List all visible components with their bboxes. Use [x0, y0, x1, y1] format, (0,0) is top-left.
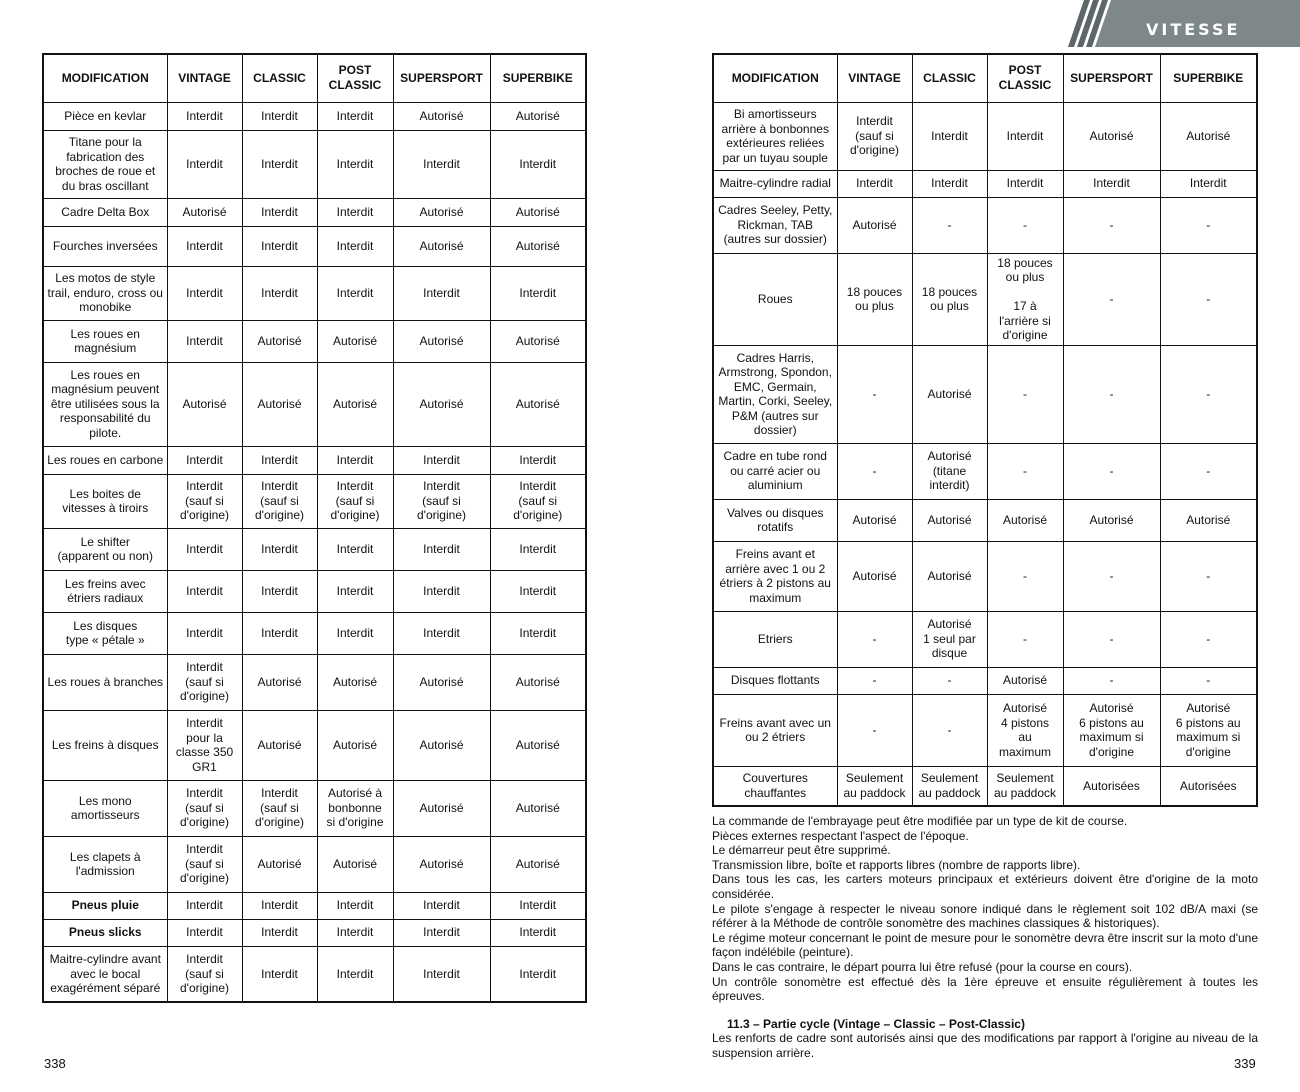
table-row [43, 612, 586, 654]
cell-vintage: Interdit [167, 266, 242, 320]
cell-classic: Interdit [242, 919, 317, 946]
cell-classic: 18 pouces ou plus [912, 253, 987, 345]
table-row [713, 611, 1257, 667]
col-header-post-classic: POST CLASSIC [317, 54, 393, 102]
cell-classic: Autorisé [242, 654, 317, 710]
cell-vintage: - [837, 345, 912, 443]
col-header-superbike: SUPERBIKE [490, 54, 586, 102]
cell-vintage: 18 pouces ou plus [837, 253, 912, 345]
cell-post-classic: Autorisé [317, 362, 393, 446]
table-row [43, 474, 586, 528]
right-table-body [713, 102, 1257, 806]
cell-modification: Les freins avec étriers radiaux [43, 570, 167, 612]
cell-supersport: Autorisé [393, 710, 490, 780]
note-line: Le régime moteur concernant le point de mesure pour le sonomètre devra être inscrit sur la moto d'une façon indélébile (peinture). [712, 930, 1258, 960]
table-row [713, 766, 1257, 806]
cell-supersport: Interdit [393, 612, 490, 654]
cell-modification: Cadres Harris, Armstrong, Spondon, EMC, Germain, Martin, Corki, Seeley, P&M (autres sur dossier) [713, 345, 837, 443]
cell-vintage: Autorisé [167, 198, 242, 226]
table-row [43, 446, 586, 474]
table-row [713, 170, 1257, 197]
regulation-notes [712, 814, 1258, 1061]
col-header-modification: MODIFICATION [43, 54, 167, 102]
cell-classic: Interdit [242, 892, 317, 919]
cell-modification: Fourches inversées [43, 226, 167, 266]
cell-supersport: - [1063, 443, 1160, 499]
cell-supersport: Autorisé [393, 362, 490, 446]
cell-classic: - [912, 197, 987, 253]
cell-superbike: Interdit [490, 612, 586, 654]
cell-post-classic: Autorisé [987, 667, 1063, 694]
cell-modification: Le shifter (apparent ou non) [43, 528, 167, 570]
cell-supersport: Autorisé [393, 654, 490, 710]
cell-classic: Interdit [242, 946, 317, 1002]
cell-superbike: Interdit [490, 570, 586, 612]
cell-classic: Autorisé [912, 499, 987, 541]
cell-classic: Autorisé [242, 320, 317, 362]
cell-superbike: Interdit [490, 446, 586, 474]
table-row [43, 836, 586, 892]
cell-classic: Autorisé 1 seul par disque [912, 611, 987, 667]
cell-classic: Autorisé [912, 345, 987, 443]
section-title: 11.3 – Partie cycle (Vintage – Classic – Post-Classic) [727, 1016, 1025, 1031]
cell-classic: Interdit [912, 170, 987, 197]
cell-classic: Interdit [912, 102, 987, 170]
cell-supersport: - [1063, 667, 1160, 694]
cell-modification: Pneus pluie [43, 892, 167, 919]
cell-post-classic: - [987, 197, 1063, 253]
cell-supersport: Interdit [393, 266, 490, 320]
table-row [43, 919, 586, 946]
cell-post-classic: Autorisé [317, 320, 393, 362]
cell-modification: Les roues à branches [43, 654, 167, 710]
cell-superbike: - [1160, 667, 1257, 694]
cell-post-classic: Autorisé [317, 836, 393, 892]
cell-superbike: Autorisé [490, 102, 586, 130]
table-row [43, 946, 586, 1002]
cell-modification: Valves ou disques rotatifs [713, 499, 837, 541]
note-line: Le pilote s'engage à respecter le niveau sonore indiqué dans le règlement soit 102 dB/A maxi (se référer à la Méthode de contrôle sonomètre des machines classiques & historiques). [712, 901, 1258, 931]
cell-supersport: Interdit [393, 446, 490, 474]
cell-modification: Freins avant avec un ou 2 étriers [713, 694, 837, 766]
cell-vintage: Interdit [167, 320, 242, 362]
cell-superbike: Autorisé [1160, 102, 1257, 170]
cell-supersport: Interdit [393, 892, 490, 919]
table-row [43, 710, 586, 780]
cell-modification: Etriers [713, 611, 837, 667]
cell-modification: Disques flottants [713, 667, 837, 694]
table-row [43, 266, 586, 320]
cell-supersport: Autorisé [393, 102, 490, 130]
cell-classic: Autorisé [242, 710, 317, 780]
cell-modification: Maitre-cylindre avant avec le bocal exagérément séparé [43, 946, 167, 1002]
table-row [43, 130, 586, 198]
cell-modification: Cadre Delta Box [43, 198, 167, 226]
cell-modification: Bi amortisseurs arrière à bonbonnes extérieures reliées par un tuyau souple [713, 102, 837, 170]
cell-post-classic: Autorisé [987, 499, 1063, 541]
col-header-classic: CLASSIC [242, 54, 317, 102]
cell-superbike: Autorisé [490, 198, 586, 226]
cell-supersport: Interdit [393, 919, 490, 946]
cell-post-classic: 18 pouces ou plus 17 à l'arrière si d'origine [987, 253, 1063, 345]
table-row [713, 197, 1257, 253]
note-line: La commande de l'embrayage peut être modifiée par un type de kit de course. [712, 814, 1128, 828]
cell-modification: Les freins à disques [43, 710, 167, 780]
cell-vintage: Interdit [167, 226, 242, 266]
cell-vintage: Autorisé [837, 197, 912, 253]
table-row [713, 541, 1257, 611]
section-label: VITESSE [1146, 20, 1241, 39]
table-row [43, 320, 586, 362]
cell-superbike: Autorisé [490, 710, 586, 780]
right-regulation-table [712, 53, 1258, 807]
cell-superbike: Interdit [1160, 170, 1257, 197]
table-row [713, 345, 1257, 443]
cell-superbike: Autorisé [490, 836, 586, 892]
cell-supersport: Interdit [393, 528, 490, 570]
cell-supersport: Interdit [393, 570, 490, 612]
table-row [713, 667, 1257, 694]
cell-vintage: - [837, 694, 912, 766]
cell-vintage: Interdit (sauf si d'origine) [167, 474, 242, 528]
cell-supersport: Autorisé [1063, 102, 1160, 170]
cell-superbike: Interdit [490, 946, 586, 1002]
cell-post-classic: Interdit [317, 446, 393, 474]
cell-vintage: Interdit (sauf si d'origine) [837, 102, 912, 170]
col-header-vintage: VINTAGE [167, 54, 242, 102]
table-row [43, 226, 586, 266]
col-header-supersport: SUPERSPORT [1063, 54, 1160, 102]
page-number-left: 338 [44, 1056, 66, 1071]
cell-superbike: - [1160, 253, 1257, 345]
cell-vintage: Interdit [167, 892, 242, 919]
section-text: Les renforts de cadre sont autorisés ainsi que des modifications par rapport à l'origine au niveau de la suspension arrière. [712, 1031, 1258, 1060]
col-header-supersport: SUPERSPORT [393, 54, 490, 102]
left-table-header [43, 54, 586, 102]
cell-superbike: - [1160, 541, 1257, 611]
cell-classic: Autorisé [242, 836, 317, 892]
cell-modification: Couvertures chauffantes [713, 766, 837, 806]
cell-superbike: - [1160, 197, 1257, 253]
cell-classic: Autorisé [912, 541, 987, 611]
cell-vintage: Interdit [167, 446, 242, 474]
table-row [43, 362, 586, 446]
cell-post-classic: Interdit (sauf si d'origine) [317, 474, 393, 528]
cell-superbike: Autorisé [490, 780, 586, 836]
cell-modification: Roues [713, 253, 837, 345]
cell-vintage: Interdit [167, 130, 242, 198]
col-header-superbike: SUPERBIKE [1160, 54, 1257, 102]
cell-superbike: Interdit [490, 528, 586, 570]
cell-modification: Les motos de style trail, enduro, cross ou monobike [43, 266, 167, 320]
cell-vintage: Interdit [167, 528, 242, 570]
cell-post-classic: Interdit [317, 946, 393, 1002]
cell-superbike: Autorisé [490, 320, 586, 362]
cell-post-classic: Autorisé [317, 654, 393, 710]
col-header-vintage: VINTAGE [837, 54, 912, 102]
cell-modification: Maitre-cylindre radial [713, 170, 837, 197]
table-row [713, 253, 1257, 345]
cell-superbike: Interdit [490, 919, 586, 946]
cell-classic: - [912, 667, 987, 694]
cell-supersport: Autorisé [1063, 499, 1160, 541]
cell-vintage: Autorisé [837, 499, 912, 541]
left-regulation-table [42, 53, 587, 1003]
cell-vintage: Autorisé [837, 541, 912, 611]
cell-post-classic: Interdit [317, 892, 393, 919]
cell-modification: Les roues en carbone [43, 446, 167, 474]
table-row [713, 102, 1257, 170]
cell-post-classic: Interdit [987, 170, 1063, 197]
cell-superbike: - [1160, 611, 1257, 667]
cell-modification: Les mono amortisseurs [43, 780, 167, 836]
note-line: Dans tous les cas, les carters moteurs principaux et extérieurs doivent être d'origine de la moto considérée. [712, 872, 1258, 901]
cell-modification: Les clapets à l'admission [43, 836, 167, 892]
cell-modification: Pièce en kevlar [43, 102, 167, 130]
cell-superbike: Autorisé [490, 654, 586, 710]
cell-vintage: Interdit (sauf si d'origine) [167, 836, 242, 892]
cell-classic: Interdit [242, 102, 317, 130]
cell-supersport: Autorisées [1063, 766, 1160, 806]
cell-post-classic: Interdit [317, 570, 393, 612]
cell-classic: Interdit [242, 612, 317, 654]
cell-supersport: Autorisé [393, 226, 490, 266]
cell-classic: Seulement au paddock [912, 766, 987, 806]
cell-superbike: - [1160, 443, 1257, 499]
cell-modification: Les boites de vitesses à tiroirs [43, 474, 167, 528]
left-table-body [43, 102, 586, 1002]
table-row [43, 528, 586, 570]
cell-classic: Interdit [242, 198, 317, 226]
cell-modification: Cadre en tube rond ou carré acier ou aluminium [713, 443, 837, 499]
cell-modification: Cadres Seeley, Petty, Rickman, TAB (autres sur dossier) [713, 197, 837, 253]
cell-post-classic: Interdit [317, 102, 393, 130]
cell-classic: Interdit [242, 446, 317, 474]
cell-modification: Les roues en magnésium peuvent être utilisées sous la responsabilité du pilote. [43, 362, 167, 446]
cell-classic: Autorisé (titane interdit) [912, 443, 987, 499]
col-header-post-classic: POST CLASSIC [987, 54, 1063, 102]
note-line: Dans le cas contraire, le départ pourra lui être refusé (pour la course en cours). [712, 959, 1133, 974]
cell-superbike: Interdit [490, 266, 586, 320]
cell-vintage: - [837, 611, 912, 667]
cell-modification: Les roues en magnésium [43, 320, 167, 362]
cell-vintage: Interdit [167, 102, 242, 130]
cell-post-classic: Interdit [317, 612, 393, 654]
cell-vintage: - [837, 667, 912, 694]
cell-superbike: Interdit (sauf si d'origine) [490, 474, 586, 528]
cell-vintage: Interdit [837, 170, 912, 197]
cell-post-classic: Interdit [317, 919, 393, 946]
cell-post-classic: - [987, 345, 1063, 443]
cell-classic: Autorisé [242, 362, 317, 446]
cell-superbike: Autorisé [490, 362, 586, 446]
cell-post-classic: - [987, 611, 1063, 667]
cell-supersport: - [1063, 197, 1160, 253]
cell-post-classic: - [987, 443, 1063, 499]
table-row [713, 499, 1257, 541]
cell-superbike: Autorisé 6 pistons au maximum si d'origine [1160, 694, 1257, 766]
cell-post-classic: Autorisé 4 pistons au maximum [987, 694, 1063, 766]
cell-superbike: Autorisé [1160, 499, 1257, 541]
cell-vintage: Interdit pour la classe 350 GR1 [167, 710, 242, 780]
table-row [43, 892, 586, 919]
cell-post-classic: Interdit [317, 266, 393, 320]
col-header-classic: CLASSIC [912, 54, 987, 102]
cell-modification: Pneus slicks [43, 919, 167, 946]
notes-list [712, 814, 1258, 1004]
page-number-right: 339 [1234, 1056, 1256, 1071]
cell-post-classic: - [987, 541, 1063, 611]
table-row [713, 694, 1257, 766]
cell-superbike: Interdit [490, 892, 586, 919]
cell-vintage: Seulement au paddock [837, 766, 912, 806]
cell-superbike: Autorisées [1160, 766, 1257, 806]
note-line: Un contrôle sonomètre est effectué dès la 1ère épreuve et ensuite régulièrement à toutes les épreuves. [712, 974, 1258, 1004]
cell-post-classic: Interdit [317, 528, 393, 570]
cell-post-classic: Interdit [317, 198, 393, 226]
cell-vintage: - [837, 443, 912, 499]
cell-supersport: - [1063, 541, 1160, 611]
cell-vintage: Interdit (sauf si d'origine) [167, 780, 242, 836]
cell-post-classic: Interdit [317, 226, 393, 266]
cell-superbike: Interdit [490, 130, 586, 198]
cell-modification: Freins avant et arrière avec 1 ou 2 étriers à 2 pistons au maximum [713, 541, 837, 611]
cell-supersport: - [1063, 345, 1160, 443]
cell-supersport: Autorisé [393, 836, 490, 892]
cell-supersport: Autorisé [393, 198, 490, 226]
cell-vintage: Interdit [167, 919, 242, 946]
cell-supersport: - [1063, 253, 1160, 345]
cell-post-classic: Interdit [987, 102, 1063, 170]
table-row [43, 654, 586, 710]
cell-classic: Interdit [242, 130, 317, 198]
cell-classic: Interdit [242, 528, 317, 570]
cell-classic: Interdit [242, 570, 317, 612]
cell-supersport: - [1063, 611, 1160, 667]
cell-supersport: Autorisé [393, 780, 490, 836]
cell-post-classic: Seulement au paddock [987, 766, 1063, 806]
col-header-modification: MODIFICATION [713, 54, 837, 102]
note-line: Le démarreur peut être supprimé. [712, 843, 891, 858]
cell-supersport: Interdit [1063, 170, 1160, 197]
cell-classic: Interdit (sauf si d'origine) [242, 780, 317, 836]
cell-supersport: Autorisé [393, 320, 490, 362]
cell-classic: - [912, 694, 987, 766]
cell-supersport: Interdit (sauf si d'origine) [393, 474, 490, 528]
cell-post-classic: Autorisé [317, 710, 393, 780]
cell-supersport: Interdit [393, 130, 490, 198]
cell-vintage: Interdit [167, 570, 242, 612]
cell-supersport: Interdit [393, 946, 490, 1002]
table-row [713, 443, 1257, 499]
note-line: Pièces externes respectant l'aspect de l'époque. [712, 828, 969, 843]
note-line: Transmission libre, boîte et rapports libres (nombre de rapports libre). [712, 857, 1081, 872]
cell-post-classic: Autorisé à bonbonne si d'origine [317, 780, 393, 836]
cell-modification: Titane pour la fabrication des broches de roue et du bras oscillant [43, 130, 167, 198]
cell-vintage: Interdit (sauf si d'origine) [167, 654, 242, 710]
cell-vintage: Interdit [167, 612, 242, 654]
table-row [43, 102, 586, 130]
cell-classic: Interdit [242, 226, 317, 266]
cell-superbike: - [1160, 345, 1257, 443]
cell-supersport: Autorisé 6 pistons au maximum si d'origine [1063, 694, 1160, 766]
cell-vintage: Autorisé [167, 362, 242, 446]
cell-classic: Interdit (sauf si d'origine) [242, 474, 317, 528]
cell-superbike: Autorisé [490, 226, 586, 266]
table-row [43, 570, 586, 612]
cell-classic: Interdit [242, 266, 317, 320]
right-table-header [713, 54, 1257, 102]
table-row [43, 198, 586, 226]
cell-vintage: Interdit (sauf si d'origine) [167, 946, 242, 1002]
cell-modification: Les disques type « pétale » [43, 612, 167, 654]
cell-post-classic: Interdit [317, 130, 393, 198]
table-row [43, 780, 586, 836]
